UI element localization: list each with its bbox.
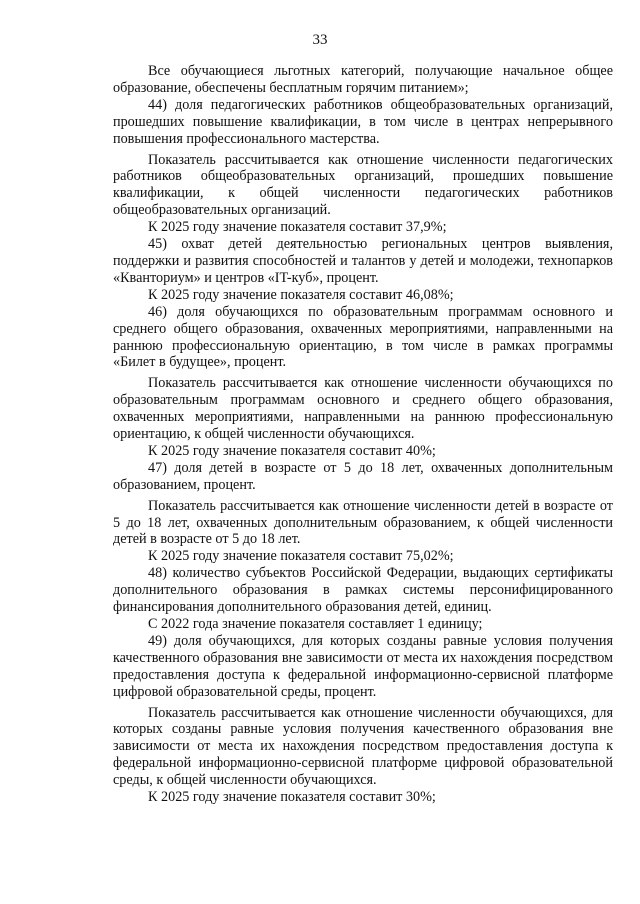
indicator-47-method: Показатель рассчитывается как отношение численности детей в возрасте от 5 до 18 лет, охваченных дополнительным образованием, к общей численности детей в возрасте от 5 до 18 лет. bbox=[113, 497, 613, 548]
indicator-45: 45) охват детей деятельностью региональных центров выявления, поддержки и развития способностей и талантов у детей и молодежи, технопарков «Кванториум» и центров «IT-куб», процент. bbox=[113, 236, 613, 286]
indicator-44-target: К 2025 году значение показателя составит 37,9%; bbox=[148, 219, 447, 236]
indicator-44-method: Показатель рассчитывается как отношение численности педагогических работников общеобразовательных организаций, прошедших повышение квалификации, к общей численности педагогических работников общеобразовательных организаций. bbox=[113, 151, 613, 219]
indicator-44: 44) доля педагогических работников общеобразовательных организаций, прошедших повышение квалификации, в том числе в центрах непрерывного повышения профессионального мастерства. bbox=[113, 96, 613, 147]
paragraph-intro: Все обучающиеся льготных категорий, получающие начальное общее образование, обеспечены бесплатным горячим питанием»; bbox=[113, 63, 613, 96]
page-number: 33 bbox=[312, 32, 328, 48]
indicator-47: 47) доля детей в возрасте от 5 до 18 лет, охваченных дополнительным образованием, процент. bbox=[113, 459, 613, 493]
indicator-49-method: Показатель рассчитывается как отношение численности обучающихся, для которых созданы равные условия получения качественного образования вне зависимости от места их нахождения посредством предоставления доступа к федеральной информационно-сервисной платформе цифровой образовательной среды, к общей численности обучающихся. bbox=[113, 704, 613, 789]
indicator-46-method: Показатель рассчитывается как отношение численности обучающихся по образовательным программам основного и среднего общего образования, охваченных мероприятиями, направленными на раннюю профессиональную ориентацию, к общей численности обучающихся. bbox=[113, 375, 613, 443]
indicator-49-target: К 2025 году значение показателя составит 30%; bbox=[148, 789, 436, 806]
document-body bbox=[113, 63, 613, 806]
indicator-48: 48) количество субъектов Российской Федерации, выдающих сертификаты дополнительного образования в рамках системы персонифицированного финансирования дополнительного образования детей, единиц. bbox=[113, 565, 613, 616]
indicator-47-target: К 2025 году значение показателя составит 75,02%; bbox=[148, 548, 454, 565]
indicator-49: 49) доля обучающихся, для которых созданы равные условия получения качественного образования вне зависимости от места их нахождения посредством предоставления доступа к федеральной информационно-сервисной платформе цифровой образовательной среды, процент. bbox=[113, 632, 613, 700]
indicator-48-target: С 2022 года значение показателя составляет 1 единицу; bbox=[148, 616, 483, 632]
indicator-45-target: К 2025 году значение показателя составит 46,08%; bbox=[148, 286, 454, 303]
indicator-46-target: К 2025 году значение показателя составит 40%; bbox=[148, 442, 436, 459]
indicator-46: 46) доля обучающихся по образовательным программам основного и среднего общего образования, охваченных мероприятиями, направленными на раннюю профессиональную ориентацию, в том числе в рамках программы «Билет в будущее», процент. bbox=[113, 303, 613, 371]
